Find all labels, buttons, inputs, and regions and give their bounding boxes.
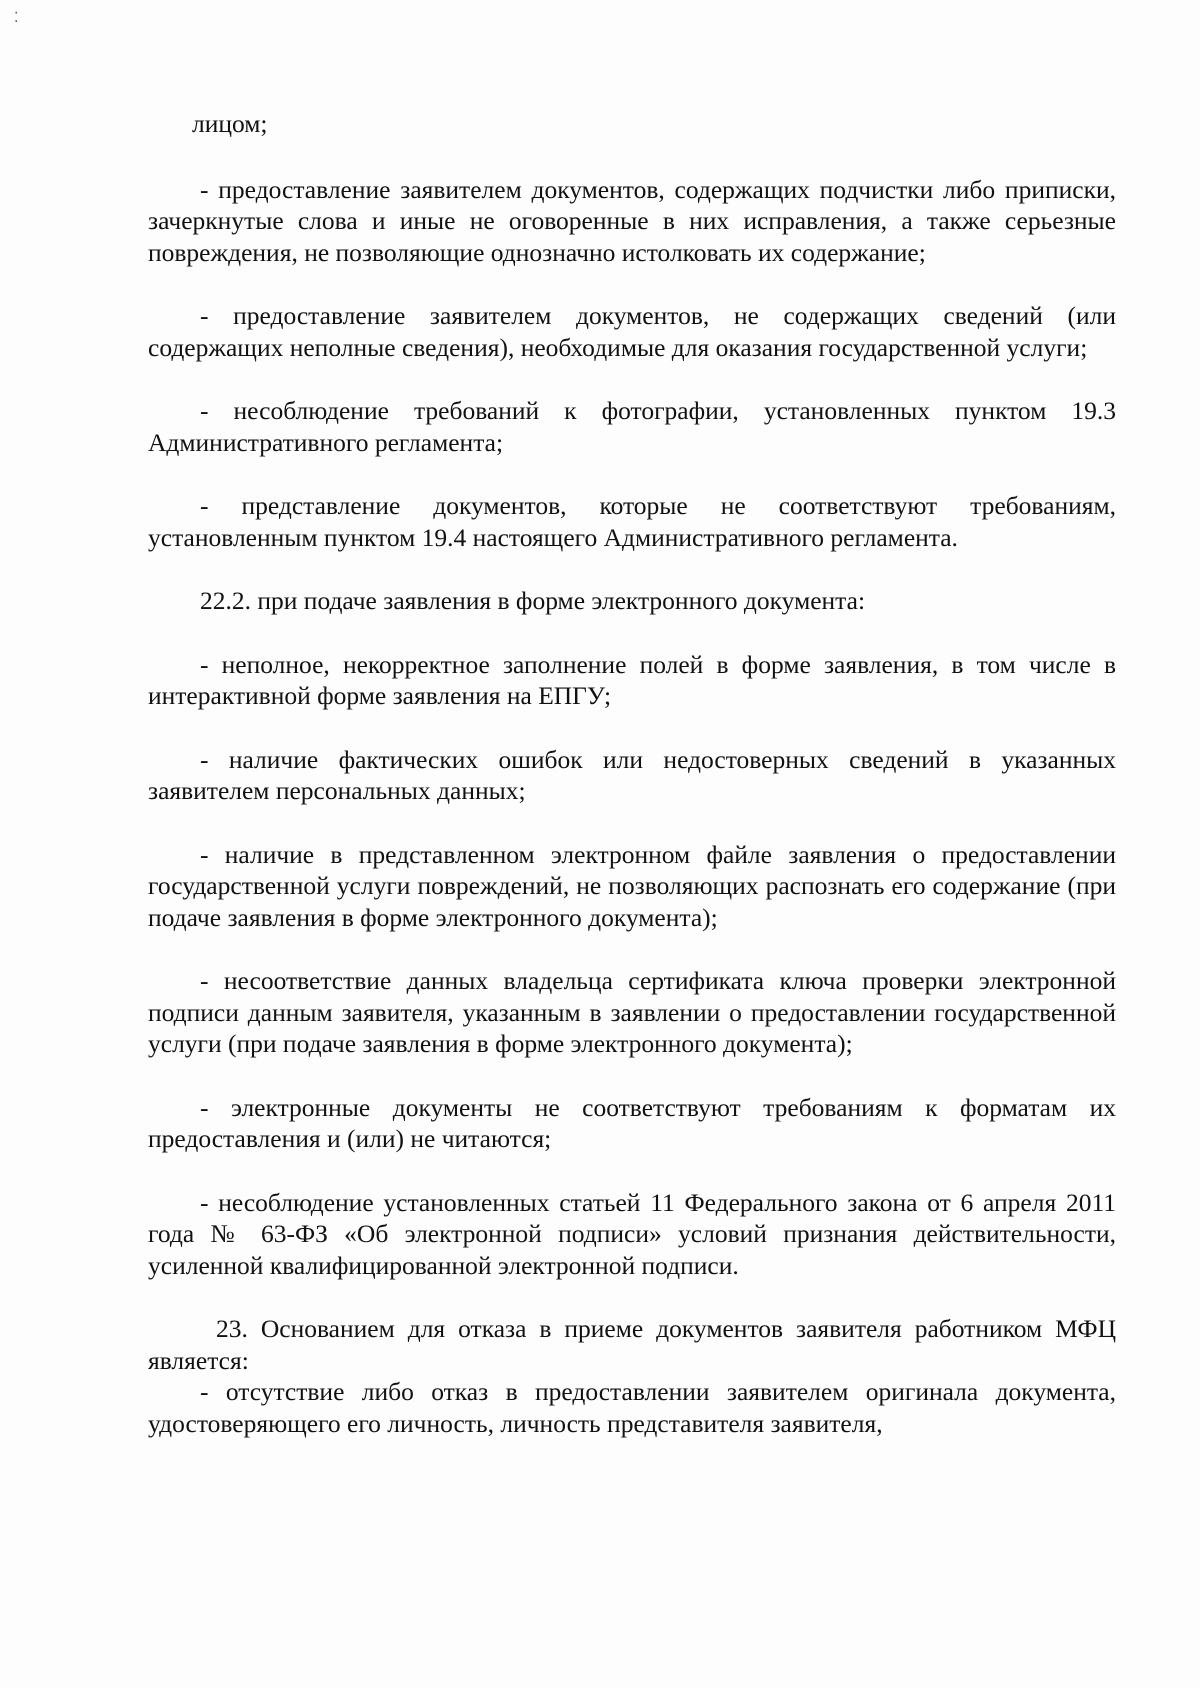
- document-body: [148, 108, 1116, 1439]
- paragraph-item: - предоставление заявителем документов, не содержащих сведений (или содержащих неполные сведения), необходимые для оказания государственной услуги;: [148, 301, 1116, 362]
- scan-artifact-mark: ⁚: [14, 10, 19, 26]
- paragraph-item: - наличие в представленном электронном файле заявления о предоставлении государственной услуги повреждений, не позволяющих распознать его содержание (при подаче заявления в форме электронного документа);: [148, 839, 1116, 932]
- paragraph-item: - несоответствие данных владельца сертификата ключа проверки электронной подписи данным заявителя, указанным в заявлении о предоставлении государственной услуги (при подаче заявления в форме электронного документа);: [148, 966, 1116, 1058]
- paragraph-item: - электронные документы не соответствуют требованиям к форматам их предоставления и (или) не читаются;: [148, 1092, 1116, 1153]
- paragraph-item: - отсутствие либо отказ в предоставлении заявителем оригинала документа, удостоверяющего его личность, личность представителя заявителя,: [148, 1377, 1116, 1438]
- paragraph-continuation: лицом;: [192, 109, 268, 138]
- paragraph-item: - неполное, некорректное заполнение полей в форме заявления, в том числе в интерактивной форме заявления на ЕПГУ;: [148, 649, 1116, 710]
- paragraph-item: - несоблюдение требований к фотографии, установленных пунктом 19.3 Административного регламента;: [148, 396, 1116, 457]
- paragraph-item: - предоставление заявителем документов, содержащих подчистки либо приписки, зачеркнутые слова и иные не оговоренные в них исправления, а также серьезные повреждения, не позволяющие однозначно истолковать их содержание;: [148, 174, 1116, 267]
- paragraph-item: - наличие фактических ошибок или недостоверных сведений в указанных заявителем персональных данных;: [148, 744, 1116, 805]
- paragraph-item: - представление документов, которые не соответствуют требованиям, установленным пунктом 19.4 настоящего Административного регламента.: [148, 491, 1116, 552]
- paragraph-item: - несоблюдение установленных статьей 11 Федерального закона от 6 апреля 2011 года № 63-ФЗ «Об электронной подписи» условий признания действительности, усиленной квалифицированной электронной подписи.: [148, 1187, 1116, 1280]
- paragraph-heading-22-2: 22.2. при подаче заявления в форме электронного документа:: [200, 586, 866, 615]
- paragraph-heading-23: 23. Основанием для отказа в приеме документов заявителя работником МФЦ является:: [148, 1314, 1116, 1375]
